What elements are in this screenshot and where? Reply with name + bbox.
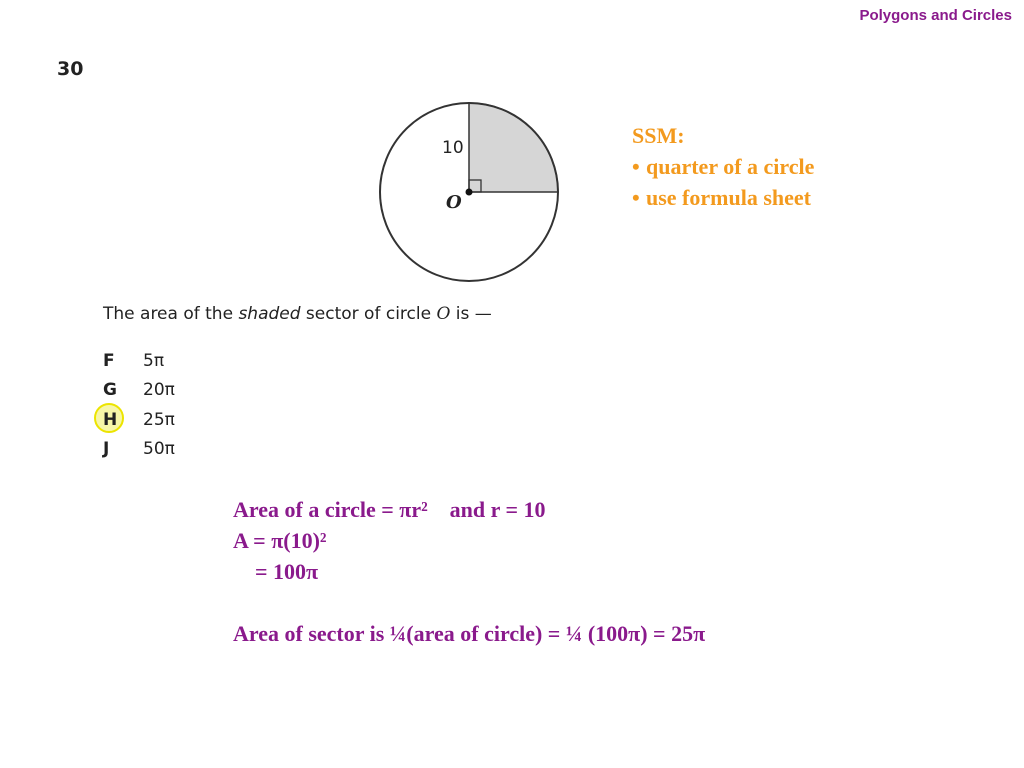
choice-letter: G <box>103 380 117 401</box>
solution-line <box>233 587 705 618</box>
shaded-sector <box>469 103 558 192</box>
choice-letter: H <box>103 409 118 430</box>
question-text <box>103 304 492 324</box>
radius-label: 10 <box>442 138 464 158</box>
circle-diagram <box>370 95 570 290</box>
center-point <box>466 189 473 196</box>
ssm-note <box>632 120 814 213</box>
choice-value: 5π <box>143 350 165 371</box>
choice-value: 25π <box>143 409 175 430</box>
solution-work <box>233 494 705 649</box>
question-variable: O <box>436 304 451 324</box>
slide-title: Polygons and Circles <box>859 7 1012 24</box>
solution-line: Area of a circle = πr² and r = 10 <box>233 497 546 522</box>
choice-value: 50π <box>143 439 175 460</box>
ssm-bullet <box>632 182 814 213</box>
ssm-bullet-text: quarter of a circle <box>646 154 815 179</box>
center-label: O <box>446 192 462 213</box>
question-prefix: The area of the <box>103 304 239 324</box>
bullet-dot: • <box>632 154 640 179</box>
answer-choice-j[interactable] <box>103 435 175 465</box>
solution-line: = 100π <box>233 559 319 584</box>
choice-letter: J <box>103 439 110 460</box>
bullet-dot: • <box>632 185 640 210</box>
question-suffix: is — <box>450 304 492 324</box>
circle-figure <box>370 95 570 290</box>
answer-choice-g[interactable] <box>103 376 175 406</box>
choice-letter: F <box>103 350 115 371</box>
ssm-bullet-text: use formula sheet <box>646 185 811 210</box>
question-emphasis: shaded <box>238 304 301 324</box>
answer-choices <box>103 346 175 464</box>
answer-choice-f[interactable] <box>103 346 175 376</box>
solution-line: A = π(10)² <box>233 528 327 553</box>
question-number: 30 <box>57 58 84 80</box>
answer-choice-h[interactable] <box>103 405 175 435</box>
solution-line: Area of sector is ¼(area of circle) = ¼ (100π) = 25π <box>233 621 706 646</box>
choice-value: 20π <box>143 380 175 401</box>
ssm-bullet <box>632 151 814 182</box>
ssm-heading: SSM: <box>632 123 685 148</box>
question-middle: sector of circle <box>300 304 437 324</box>
